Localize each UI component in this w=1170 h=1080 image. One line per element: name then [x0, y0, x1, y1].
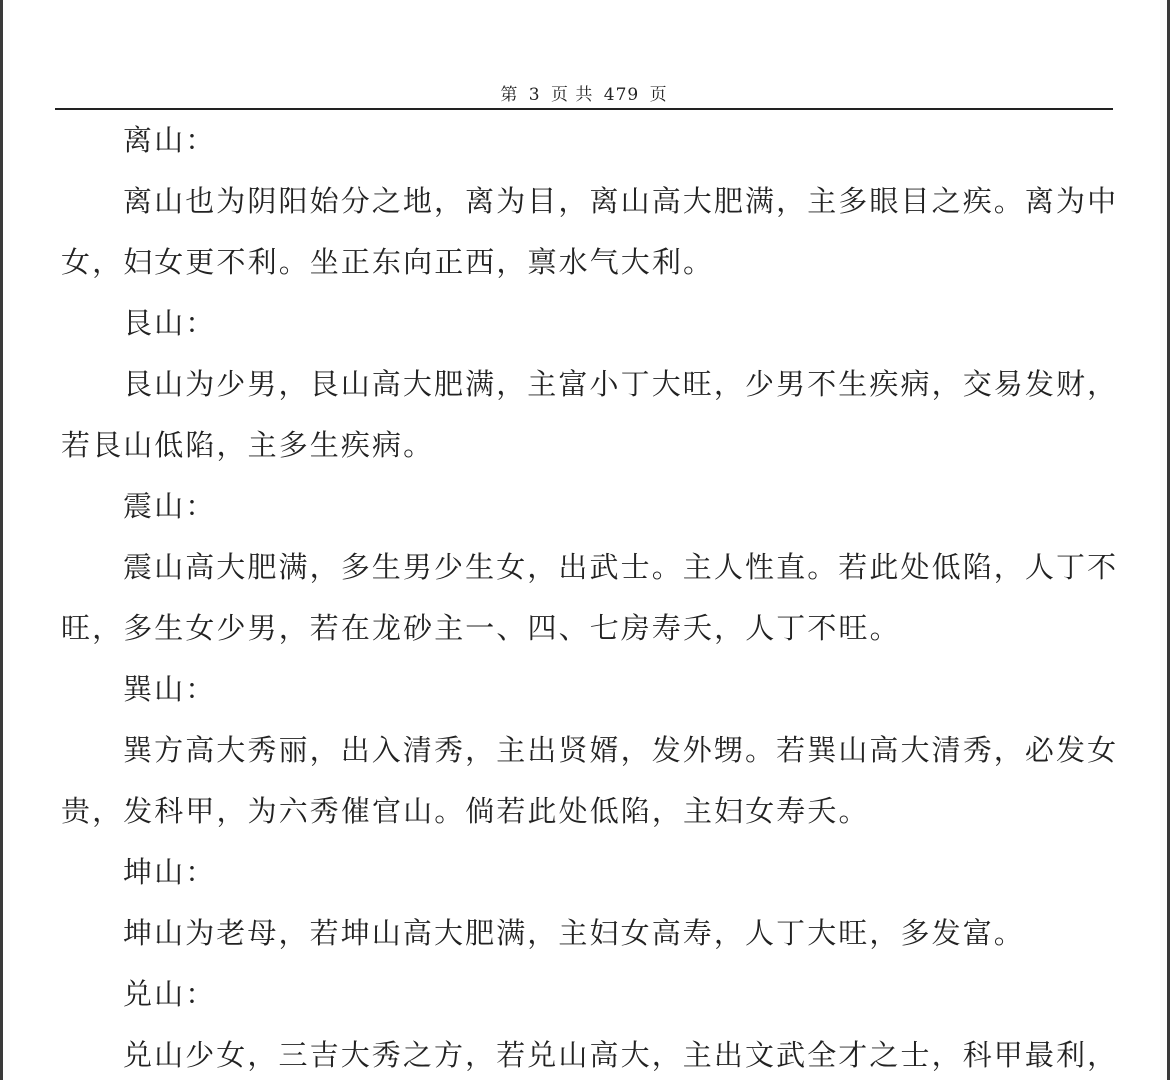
page-label-middle: 页 共: [550, 85, 594, 105]
total-pages-number: 479: [603, 85, 640, 105]
section-heading-dui: 兑山：: [123, 977, 217, 1011]
paragraph-line: 艮山为少男，艮山高大肥满，主富小丁大旺，少男不生疾病，交易发财，: [123, 367, 1119, 401]
section-heading-gen: 艮山：: [123, 306, 217, 340]
section-heading-li: 离山：: [123, 123, 217, 157]
section-heading-kun: 坤山：: [123, 855, 217, 889]
paragraph-line: 震山高大肥满，多生男少生女，出武士。主人性直。若此处低陷，人丁不: [123, 550, 1119, 584]
paragraph-line: 旺，多生女少男，若在龙砂主一、四、七房寿夭，人丁不旺。: [61, 611, 901, 645]
page-body: [61, 110, 1119, 1080]
paragraph-line: 兑山少女，三吉大秀之方，若兑山高大，主出文武全才之士，科甲最利，: [123, 1038, 1119, 1072]
current-page-number: 3: [528, 85, 541, 105]
paragraph-line: 贵，发科甲，为六秀催官山。倘若此处低陷，主妇女寿夭。: [61, 794, 870, 828]
section-heading-zhen: 震山：: [123, 489, 217, 523]
paragraph-line: 女，妇女更不利。坐正东向正西，禀水气大利。: [61, 245, 715, 279]
paragraph-line: 若艮山低陷，主多生疾病。: [61, 428, 435, 462]
document-page: [3, 0, 1167, 1080]
paragraph-line: 巽方高大秀丽，出入清秀，主出贤婿，发外甥。若巽山高大清秀，必发女: [123, 733, 1119, 767]
page-label-suffix: 页: [649, 85, 668, 105]
section-heading-xun: 巽山：: [123, 672, 217, 706]
paragraph-line: 坤山为老母，若坤山高大肥满，主妇女高寿，人丁大旺，多发富。: [123, 916, 1025, 950]
page-indicator: [55, 84, 1113, 110]
page-label-prefix: 第: [500, 85, 519, 105]
paragraph-line: 离山也为阴阳始分之地，离为目，离山高大肥满，主多眼目之疾。离为中: [123, 184, 1119, 218]
